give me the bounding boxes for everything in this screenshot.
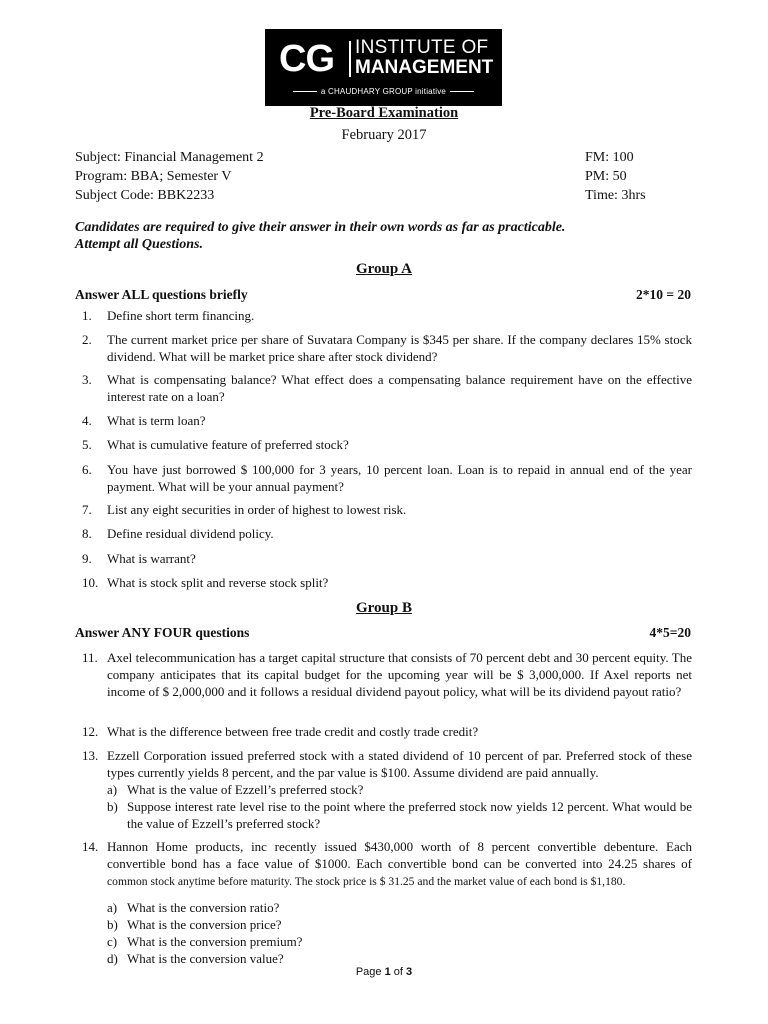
time-allowed: Time: 3hrs <box>585 188 646 203</box>
sub-question <box>107 798 692 832</box>
question-text: What is warrant? <box>107 551 196 566</box>
group-b-marks: 4*5=20 <box>649 625 691 640</box>
question <box>82 723 692 740</box>
question-stem-prefix: of <box>681 856 693 871</box>
question-number: 7. <box>82 502 92 517</box>
question-text: Define short term financing. <box>107 308 255 323</box>
question-number: 2. <box>82 332 92 347</box>
question <box>82 461 692 495</box>
question-number: 13. <box>82 748 99 763</box>
sub-question <box>107 781 692 798</box>
question-text: List any eight securities in order of highest to lowest risk. <box>107 502 407 517</box>
question-text: What is compensating balance? What effect does a compensating balance requirement have on the effective interest rate on a loan? <box>107 372 692 404</box>
group-b-instruction: Answer ANY FOUR questions <box>75 625 250 640</box>
sub-question-text: What is the conversion price? <box>127 917 282 932</box>
sub-question <box>107 899 692 916</box>
question-number: 5. <box>82 437 92 452</box>
question-text: What is the difference between free trade credit and costly trade credit? <box>107 724 479 739</box>
question <box>82 307 692 324</box>
sub-question-label: d) <box>107 951 118 966</box>
question <box>82 838 692 967</box>
sub-question <box>107 933 692 950</box>
exam-date: February 2017 <box>341 127 427 143</box>
question <box>82 501 692 518</box>
sub-question-label: c) <box>107 934 118 949</box>
question <box>82 525 692 542</box>
instruction-line-2: Attempt all Questions. <box>75 237 203 252</box>
logo-tagline: a CHAUDHARY GROUP initiative <box>265 87 502 96</box>
question <box>82 436 692 453</box>
sub-question-text: Suppose interest rate level rise to the point where the preferred stock now yields 12 percent. What would be the value of Ezzell’s preferred stock? <box>127 799 692 831</box>
question-text <box>107 747 692 832</box>
group-a-heading <box>75 287 691 303</box>
question-number: 10. <box>82 575 99 590</box>
instructions <box>75 219 565 253</box>
sub-question <box>107 950 692 967</box>
question-number: 14. <box>82 839 99 854</box>
question-number: 8. <box>82 526 92 541</box>
question <box>82 574 692 591</box>
logo-divider <box>349 41 351 77</box>
sub-question-label: b) <box>107 917 118 932</box>
group-a-instruction: Answer ALL questions briefly <box>75 287 248 302</box>
question <box>82 550 692 567</box>
sub-question-text: What is the conversion value? <box>127 951 284 966</box>
sub-question-label: a) <box>107 782 118 797</box>
subject-line: Subject: Financial Management 2 <box>75 150 264 165</box>
program-line: Program: BBA; Semester V <box>75 169 232 184</box>
question-number: 4. <box>82 413 92 428</box>
pass-marks: PM: 50 <box>585 169 627 184</box>
question <box>82 331 692 365</box>
question-text: What is term loan? <box>107 413 206 428</box>
exam-meta-right <box>585 148 646 205</box>
page-number: 1 <box>384 966 391 978</box>
page-total: 3 <box>406 966 413 978</box>
question-text: The current market price per share of Suvatara Company is $345 per share. If the company declares 15% stock dividend. What will be market price share after stock dividend? <box>107 332 692 364</box>
question-number: 9. <box>82 551 92 566</box>
logo-letters: CG <box>279 38 334 80</box>
logo-line2: MANAGEMENT <box>355 57 494 78</box>
question <box>82 747 692 832</box>
of-word: of <box>393 966 403 978</box>
question <box>82 649 692 700</box>
group-b-title: Group B <box>356 600 412 616</box>
sub-question-text: What is the conversion ratio? <box>127 900 280 915</box>
question-stem-continued: common stock anytime before maturity. The stock price is $ 31.25 and the market value of each bond is $1,180. <box>107 875 626 888</box>
question-text: What is cumulative feature of preferred stock? <box>107 437 349 452</box>
sub-question-label: a) <box>107 900 118 915</box>
page-footer <box>0 966 768 978</box>
question-text: Define residual dividend policy. <box>107 526 274 541</box>
question-text: Axel telecommunication has a target capital structure that consists of 70 percent debt and 30 percent equity. The company anticipates that its capital budget for the upcoming year will be $ 3,000,000. If Axel reports net income of $ 2,000,000 and it follows a residual dividend payout policy, what will be its dividend payout ratio? <box>107 650 692 699</box>
question <box>82 412 692 429</box>
question-number: 12. <box>82 724 99 739</box>
question-stem: Ezzell Corporation issued preferred stock with a stated dividend of 10 percent of par. Preferred stock of these types currently yields 8 percent, and the par value is $100. Assume dividend are paid annually. <box>107 748 692 780</box>
logo-line1: INSTITUTE OF <box>355 37 489 58</box>
instruction-line-1: Candidates are required to give their answer in their own words as far as practicable. <box>75 220 566 235</box>
question-stem: Hannon Home products, inc recently issued $430,000 worth of 8 percent convertible debenture. Each convertible bond has a face value of $1000. Each convertible bond can be converted into 24.25 shares <box>107 839 692 871</box>
question-number: 3. <box>82 372 92 387</box>
full-marks: FM: 100 <box>585 150 634 165</box>
subject-code-line: Subject Code: BBK2233 <box>75 188 215 203</box>
institute-logo <box>265 29 502 106</box>
question-number: 11. <box>82 650 98 665</box>
question-number: 1. <box>82 308 92 323</box>
question-text: What is stock split and reverse stock split? <box>107 575 329 590</box>
sub-question <box>107 916 692 933</box>
sub-question-text: What is the value of Ezzell’s preferred stock? <box>127 782 364 797</box>
group-a-marks: 2*10 = 20 <box>636 287 691 302</box>
page-word: Page <box>355 966 382 978</box>
group-a-title: Group A <box>356 261 412 277</box>
group-b-heading <box>75 625 691 641</box>
sub-question-text: What is the conversion premium? <box>127 934 303 949</box>
sub-question-label: b) <box>107 799 118 814</box>
question-number: 6. <box>82 462 92 477</box>
question-text: You have just borrowed $ 100,000 for 3 years, 10 percent loan. Loan is to repaid in annual end of the year payment. What will be your annual payment? <box>107 462 692 494</box>
question-text <box>107 838 692 967</box>
exam-meta-left <box>75 148 264 205</box>
spacer <box>107 890 692 899</box>
exam-title: Pre-Board Examination <box>309 105 459 121</box>
question <box>82 371 692 405</box>
